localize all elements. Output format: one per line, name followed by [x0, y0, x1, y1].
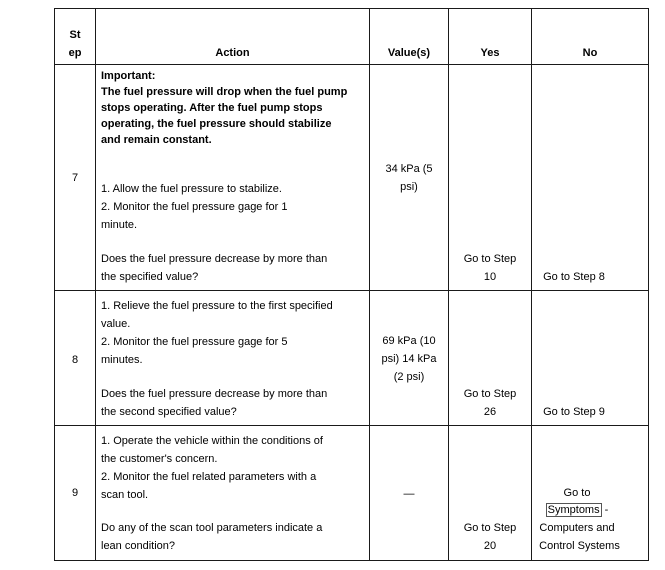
- symptoms-link[interactable]: Symptoms: [547, 504, 600, 516]
- yes-action: Go to Step: [463, 388, 517, 400]
- important-title: Important:: [101, 70, 156, 82]
- no-action: Go to: [563, 487, 591, 499]
- header-no: No: [582, 47, 598, 59]
- important-line: operating, the fuel pressure should stabilize: [101, 118, 332, 130]
- grid-line: [54, 8, 55, 561]
- yes-action: Go to Step: [463, 253, 517, 265]
- action-question: the second specified value?: [101, 406, 237, 418]
- grid-line: [648, 8, 649, 561]
- header-step-line2: ep: [68, 47, 82, 59]
- no-action: Control Systems: [539, 540, 620, 552]
- yes-action: 10: [483, 271, 497, 283]
- action-line: 1. Allow the fuel pressure to stabilize.: [101, 183, 282, 195]
- action-line: minute.: [101, 219, 138, 231]
- action-line: 2. Monitor the fuel pressure gage for 5: [101, 336, 288, 348]
- action-line: 1. Relieve the fuel pressure to the first specified: [101, 300, 333, 312]
- action-line: value.: [101, 318, 131, 330]
- important-line: and remain constant.: [101, 134, 212, 146]
- grid-line: [54, 425, 649, 426]
- action-question: Does the fuel pressure decrease by more than: [101, 253, 328, 265]
- action-line: 2. Monitor the fuel related parameters with a: [101, 471, 317, 483]
- yes-action: 20: [483, 540, 497, 552]
- action-question: Does the fuel pressure decrease by more than: [101, 388, 328, 400]
- grid-line: [369, 8, 370, 561]
- value-text: (2 psi): [393, 371, 425, 383]
- grid-line: [54, 64, 649, 65]
- step-number: 8: [71, 354, 79, 366]
- value-text: 34 kPa (5: [385, 163, 433, 175]
- action-line: 2. Monitor the fuel pressure gage for 1: [101, 201, 288, 213]
- grid-line: [54, 8, 649, 9]
- important-line: The fuel pressure will drop when the fuel pump: [101, 86, 348, 98]
- no-action: Go to Step 9: [543, 406, 605, 418]
- step-number: 9: [71, 487, 79, 499]
- no-action-link-line: [532, 501, 622, 519]
- link-suffix: -: [601, 504, 609, 516]
- grid-line: [95, 8, 96, 561]
- value-text: —: [403, 488, 415, 500]
- grid-line: [54, 290, 649, 291]
- no-action: Go to Step 8: [543, 271, 605, 283]
- action-question: lean condition?: [101, 540, 176, 552]
- no-action: Computers and: [539, 522, 615, 534]
- action-line: 1. Operate the vehicle within the conditions of: [101, 435, 323, 447]
- grid-line: [54, 560, 649, 561]
- important-line: stops operating. After the fuel pump stops: [101, 102, 323, 114]
- header-values: Value(s): [387, 47, 431, 59]
- value-text: psi) 14 kPa: [381, 353, 437, 365]
- action-question: the specified value?: [101, 271, 199, 283]
- value-text: psi): [400, 181, 418, 193]
- action-line: minutes.: [101, 354, 143, 366]
- action-question: Do any of the scan tool parameters indicate a: [101, 522, 323, 534]
- action-line: the customer's concern.: [101, 453, 218, 465]
- header-yes: Yes: [480, 47, 500, 59]
- header-step-line1: St: [69, 29, 81, 41]
- value-text: 69 kPa (10: [382, 335, 436, 347]
- yes-action: 26: [483, 406, 497, 418]
- action-line: scan tool.: [101, 489, 149, 501]
- step-number: 7: [71, 172, 79, 184]
- header-action: Action: [215, 47, 250, 59]
- yes-action: Go to Step: [463, 522, 517, 534]
